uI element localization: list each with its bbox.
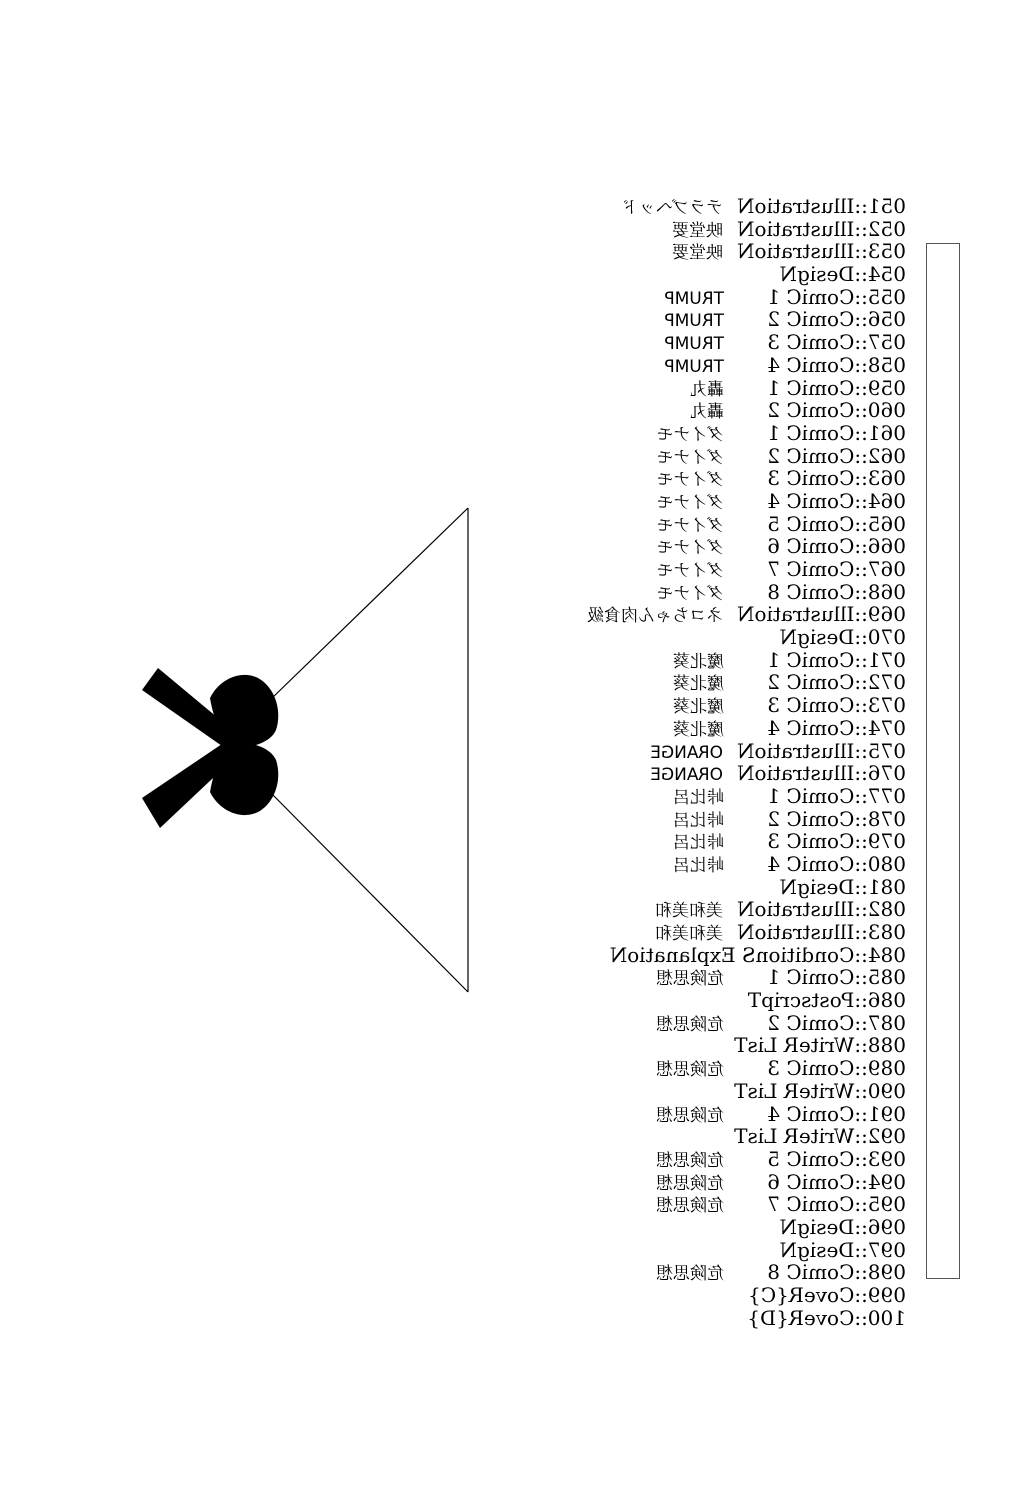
toc-entry-author: 危険思想 bbox=[656, 1264, 724, 1285]
toc-entry-author: 美和美和 bbox=[655, 901, 724, 922]
toc-entry-code: 085::ComiC 1 bbox=[767, 965, 906, 990]
toc-entry-author: 危険思想 bbox=[656, 969, 724, 990]
toc-entry bbox=[560, 1125, 906, 1148]
toc-entry bbox=[560, 694, 906, 717]
toc-entry bbox=[560, 671, 906, 694]
toc-entry-author: TRUMP bbox=[664, 288, 724, 309]
table-of-contents bbox=[560, 195, 906, 1329]
bow-knot bbox=[222, 737, 238, 753]
toc-entry-code: 089::ComiC 3 bbox=[767, 1056, 906, 1081]
toc-entry-code: 091::ComiC 4 bbox=[767, 1101, 906, 1126]
toc-entry-code: 086::PostscripT bbox=[747, 988, 906, 1013]
toc-entry-code: 093::ComiC 5 bbox=[767, 1146, 906, 1171]
toc-entry-code: 060::ComiC 2 bbox=[767, 398, 906, 423]
toc-entry-code: 079::ComiC 3 bbox=[767, 829, 906, 854]
toc-entry-author: ダイナモ bbox=[656, 424, 724, 445]
toc-entry bbox=[560, 195, 906, 218]
toc-entry-code: 054::DesigN bbox=[779, 262, 906, 287]
toc-entry-code: 068::ComiC 8 bbox=[767, 579, 906, 604]
toc-entry bbox=[560, 513, 906, 536]
toc-entry-code: 067::ComiC 7 bbox=[767, 557, 906, 581]
toc-entry-author: ダイナモ bbox=[656, 538, 724, 559]
toc-entry bbox=[560, 1261, 906, 1284]
toc-entry bbox=[560, 286, 906, 309]
toc-entry bbox=[560, 581, 906, 604]
toc-entry-code: 092::WriteR LisT bbox=[734, 1124, 906, 1149]
toc-entry-code: 087::ComiC 2 bbox=[767, 1010, 906, 1035]
toc-entry-code: 080::ComiC 4 bbox=[767, 851, 906, 876]
toc-entry bbox=[560, 535, 906, 558]
toc-entry-code: 082::IllustratioN bbox=[737, 897, 906, 922]
toc-entry bbox=[560, 1171, 906, 1194]
toc-entry-code: 058::ComiC 4 bbox=[767, 352, 906, 377]
toc-entry-code: 097::DesigN bbox=[779, 1237, 906, 1262]
toc-entry-code: 062::ComiC 2 bbox=[767, 443, 906, 468]
toc-entry-author: 危険思想 bbox=[656, 1060, 724, 1081]
toc-entry-code: 053::IllustratioN bbox=[737, 239, 906, 264]
toc-entry-author: 映堂要 bbox=[672, 220, 724, 241]
toc-entry bbox=[560, 740, 906, 763]
toc-entry-author: テラブヘッド bbox=[621, 198, 724, 218]
toc-entry bbox=[560, 921, 906, 944]
toc-entry-code: 084::ConditionS ExplanatioN bbox=[609, 942, 906, 967]
triangle-lower-line bbox=[270, 792, 468, 992]
toc-entry-author: 魔北葵 bbox=[673, 651, 724, 672]
bow-ribbon-icon bbox=[130, 500, 480, 1000]
toc-entry bbox=[560, 830, 906, 853]
toc-entry-author: TRUMP bbox=[664, 334, 724, 355]
toc-entry-code: 077::ComiC 1 bbox=[767, 783, 906, 808]
toc-entry bbox=[560, 1103, 906, 1126]
toc-entry bbox=[560, 1307, 906, 1330]
toc-entry-code: 088::WriteR LisT bbox=[734, 1033, 906, 1058]
toc-entry-code: 057::ComiC 3 bbox=[767, 330, 906, 355]
toc-entry bbox=[560, 626, 906, 649]
toc-entry-author: 魔北葵 bbox=[673, 697, 724, 718]
toc-entry-code: 070::DesigN bbox=[779, 625, 906, 650]
toc-entry-author: 映堂要 bbox=[672, 243, 724, 264]
toc-entry bbox=[560, 808, 906, 831]
toc-entry-author: 峠比呂 bbox=[673, 787, 724, 808]
toc-entry-code: 071::ComiC 1 bbox=[767, 647, 906, 672]
toc-entry bbox=[560, 785, 906, 808]
toc-entry-code: 056::ComiC 2 bbox=[767, 307, 906, 332]
toc-entry-author: 危険思想 bbox=[656, 1014, 724, 1035]
toc-entry bbox=[560, 762, 906, 785]
toc-entry-code: 096::DesigN bbox=[779, 1214, 906, 1239]
toc-entry-code: 074::ComiC 4 bbox=[767, 715, 906, 740]
toc-entry-code: 059::ComiC 1 bbox=[767, 375, 906, 400]
toc-entry bbox=[560, 853, 906, 876]
toc-entry bbox=[560, 558, 906, 581]
toc-entry bbox=[560, 240, 906, 263]
toc-entry bbox=[560, 966, 906, 989]
toc-entry bbox=[560, 422, 906, 445]
toc-entry-author: 峠比呂 bbox=[673, 833, 724, 854]
side-frame bbox=[926, 243, 960, 1279]
toc-entry bbox=[560, 898, 906, 921]
toc-entry-author: 峠比呂 bbox=[673, 810, 724, 831]
toc-entry bbox=[560, 1284, 906, 1307]
toc-entry bbox=[560, 1193, 906, 1216]
toc-entry bbox=[560, 989, 906, 1012]
toc-entry-code: 083::IllustratioN bbox=[737, 920, 906, 944]
toc-entry bbox=[560, 399, 906, 422]
toc-entry-author: TRUMP bbox=[664, 311, 724, 332]
toc-entry bbox=[560, 1012, 906, 1035]
toc-entry bbox=[560, 649, 906, 672]
toc-entry-code: 099::CoveR{C} bbox=[748, 1283, 906, 1307]
toc-entry-code: 051::IllustratioN bbox=[737, 194, 906, 218]
toc-entry bbox=[560, 308, 906, 331]
toc-entry-code: 052::IllustratioN bbox=[737, 216, 906, 241]
toc-entry-code: 076::IllustratioN bbox=[737, 761, 906, 786]
toc-entry-author: ダイナモ bbox=[656, 447, 724, 468]
toc-entry bbox=[560, 944, 906, 967]
toc-entry bbox=[560, 331, 906, 354]
toc-entry bbox=[560, 1239, 906, 1262]
toc-entry-author: 轟丸 bbox=[690, 379, 724, 400]
toc-entry-author: 峠比呂 bbox=[673, 855, 724, 876]
toc-entry-code: 073::ComiC 3 bbox=[767, 693, 906, 718]
toc-entry-author: ORANGE bbox=[650, 742, 724, 763]
toc-entry-author: 危険思想 bbox=[656, 1173, 724, 1194]
toc-entry bbox=[560, 1080, 906, 1103]
toc-entry-code: 081::DesigN bbox=[779, 874, 906, 899]
toc-entry bbox=[560, 490, 906, 513]
toc-entry bbox=[560, 467, 906, 490]
toc-entry-code: 072::ComiC 2 bbox=[767, 670, 906, 695]
toc-entry bbox=[560, 603, 906, 626]
toc-entry-code: 063::ComiC 3 bbox=[767, 466, 906, 491]
toc-entry bbox=[560, 1034, 906, 1057]
toc-entry bbox=[560, 717, 906, 740]
toc-entry-author: ダイナモ bbox=[656, 583, 724, 604]
toc-entry-author: 危険思想 bbox=[656, 1105, 724, 1126]
toc-entry-code: 090::WriteR LisT bbox=[734, 1078, 906, 1103]
toc-entry-code: 095::ComiC 7 bbox=[767, 1192, 906, 1217]
toc-entry-author: ダイナモ bbox=[656, 515, 724, 536]
toc-entry bbox=[560, 377, 906, 400]
toc-entry-author: 危険思想 bbox=[656, 1150, 724, 1171]
toc-entry-author: ダイナモ bbox=[656, 492, 724, 513]
toc-entry-code: 061::ComiC 1 bbox=[767, 420, 906, 445]
toc-entry-author: 魔北葵 bbox=[673, 674, 724, 695]
toc-entry-code: 075::IllustratioN bbox=[737, 738, 906, 763]
toc-entry-author: 危険思想 bbox=[656, 1196, 724, 1217]
toc-entry bbox=[560, 263, 906, 286]
toc-entry-author: 魔北葵 bbox=[673, 719, 724, 740]
toc-entry bbox=[560, 354, 906, 377]
toc-entry-author: ダイナモ bbox=[656, 561, 724, 581]
toc-entry-code: 064::ComiC 4 bbox=[767, 488, 906, 513]
toc-entry-code: 098::ComiC 8 bbox=[767, 1260, 906, 1285]
toc-entry-code: 066::ComiC 6 bbox=[767, 534, 906, 559]
toc-entry-author: ORANGE bbox=[650, 765, 724, 786]
toc-entry-code: 055::ComiC 1 bbox=[767, 284, 906, 309]
toc-entry bbox=[560, 876, 906, 899]
toc-entry bbox=[560, 1216, 906, 1239]
toc-entry bbox=[560, 1148, 906, 1171]
toc-entry-code: 065::ComiC 5 bbox=[767, 511, 906, 536]
toc-entry-author: TRUMP bbox=[664, 356, 724, 377]
toc-entry-author: ダイナモ bbox=[656, 470, 724, 491]
toc-entry-author: ネコちゃん肉食級 bbox=[587, 606, 724, 627]
triangle-upper-line bbox=[270, 508, 468, 700]
toc-entry-author: 美和美和 bbox=[655, 924, 724, 944]
toc-entry-code: 078::ComiC 2 bbox=[767, 806, 906, 831]
toc-entry-code: 094::ComiC 6 bbox=[767, 1169, 906, 1194]
toc-entry bbox=[560, 445, 906, 468]
toc-entry-code: 069::IllustratioN bbox=[737, 602, 906, 627]
toc-entry bbox=[560, 218, 906, 241]
toc-entry-author: 轟丸 bbox=[690, 402, 724, 423]
toc-entry-code: 100::CoveR{D} bbox=[747, 1305, 906, 1330]
toc-entry bbox=[560, 1057, 906, 1080]
